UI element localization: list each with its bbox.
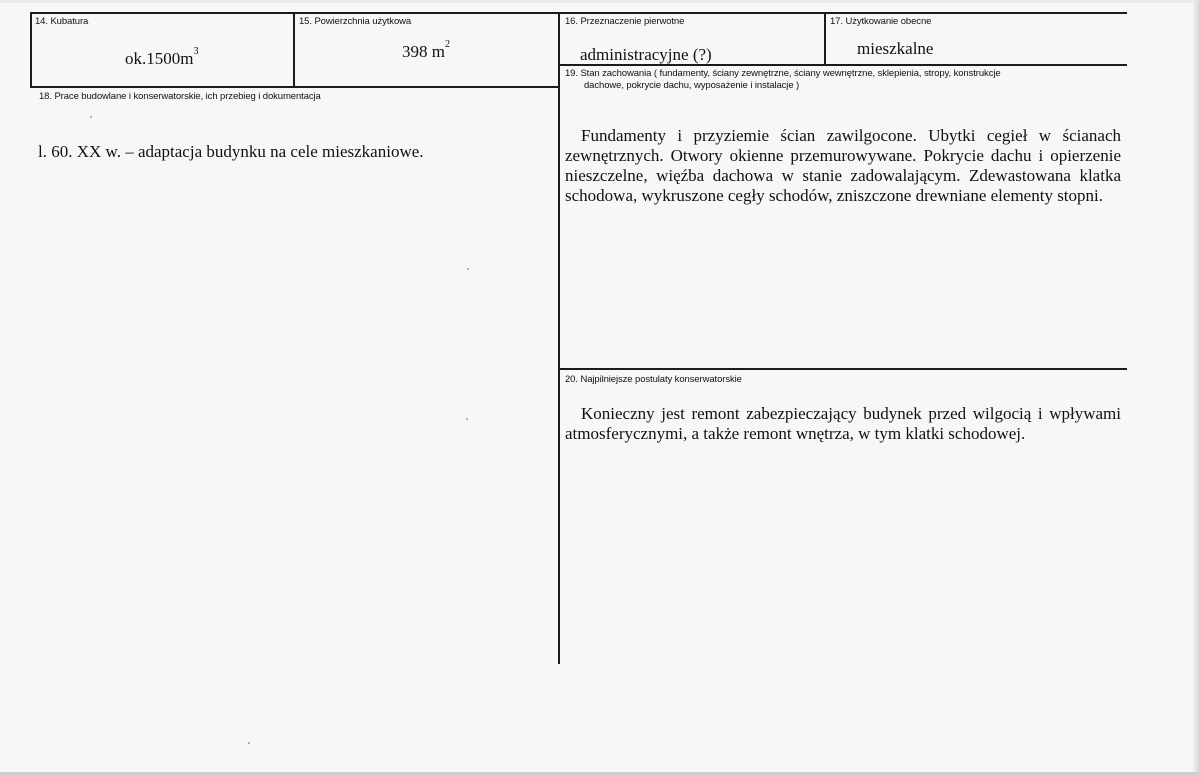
form-rule [824, 12, 826, 66]
prace-label: 18. Prace budowlane i konserwatorskie, ich przebieg i dokumentacja [39, 91, 321, 102]
form-rule [293, 12, 295, 88]
kubatura-unit-exponent: 3 [193, 46, 199, 57]
prace-value: l. 60. XX w. – adaptacja budynku na cele mieszkaniowe. [38, 142, 424, 161]
przeznaczenie-label: 16. Przeznaczenie pierwotne [565, 16, 685, 27]
page-edge [0, 0, 1199, 3]
postulaty-text: Konieczny jest remont zabezpieczający budynek przed wilgocią i wpływami atmosferycznymi, a także remont wnętrza, w tym klatki schodowej. [565, 404, 1121, 443]
scan-speck [466, 418, 468, 420]
uzytkowanie-value: mieszkalne [857, 39, 934, 58]
powierzchnia-value [402, 39, 450, 62]
postulaty-label: 20. Najpilniejsze postulaty konserwatorskie [565, 374, 742, 385]
page-edge [1193, 0, 1199, 775]
stan-text: Fundamenty i przyziemie ścian zawilgocone. Ubytki cegieł w ścianach zewnętrznych. Otwory okienne przemurowywane. Pokrycie dachu i opierzenie nieszczelne, więźba dachowa w stanie zadowalającym. Zdewastowana klatka schodowa, wykruszone cegły schodów, zniszczone drewniane elementy stopni. [565, 126, 1121, 205]
kubatura-label: 14. Kubatura [35, 16, 89, 27]
kubatura-number: ok.1500m [125, 49, 194, 68]
stan-label: 19. Stan zachowania ( fundamenty, ściany zewnętrzne, ściany wewnętrzne, sklepienia, stropy, konstrukcje [565, 68, 1001, 79]
stan-value [565, 126, 1121, 206]
kubatura-value [125, 46, 199, 69]
postulaty-value [565, 404, 1121, 444]
uzytkowanie-label: 17. Użytkowanie obecne [830, 16, 932, 27]
form-rule [30, 12, 1127, 14]
form-rule [558, 12, 560, 664]
przeznaczenie-value: administracyjne (?) [580, 45, 712, 64]
powierzchnia-unit-exponent: 2 [444, 39, 450, 50]
form-rule [30, 12, 32, 88]
stan-label-continued: dachowe, pokrycie dachu, wyposażenie i instalacje ) [584, 80, 800, 91]
scan-speck [248, 742, 250, 744]
form-rule [559, 368, 1127, 370]
powierzchnia-label: 15. Powierzchnia użytkowa [299, 16, 412, 27]
scan-speck [90, 116, 92, 118]
powierzchnia-number: 398 m [402, 42, 445, 61]
scan-speck [467, 268, 469, 270]
